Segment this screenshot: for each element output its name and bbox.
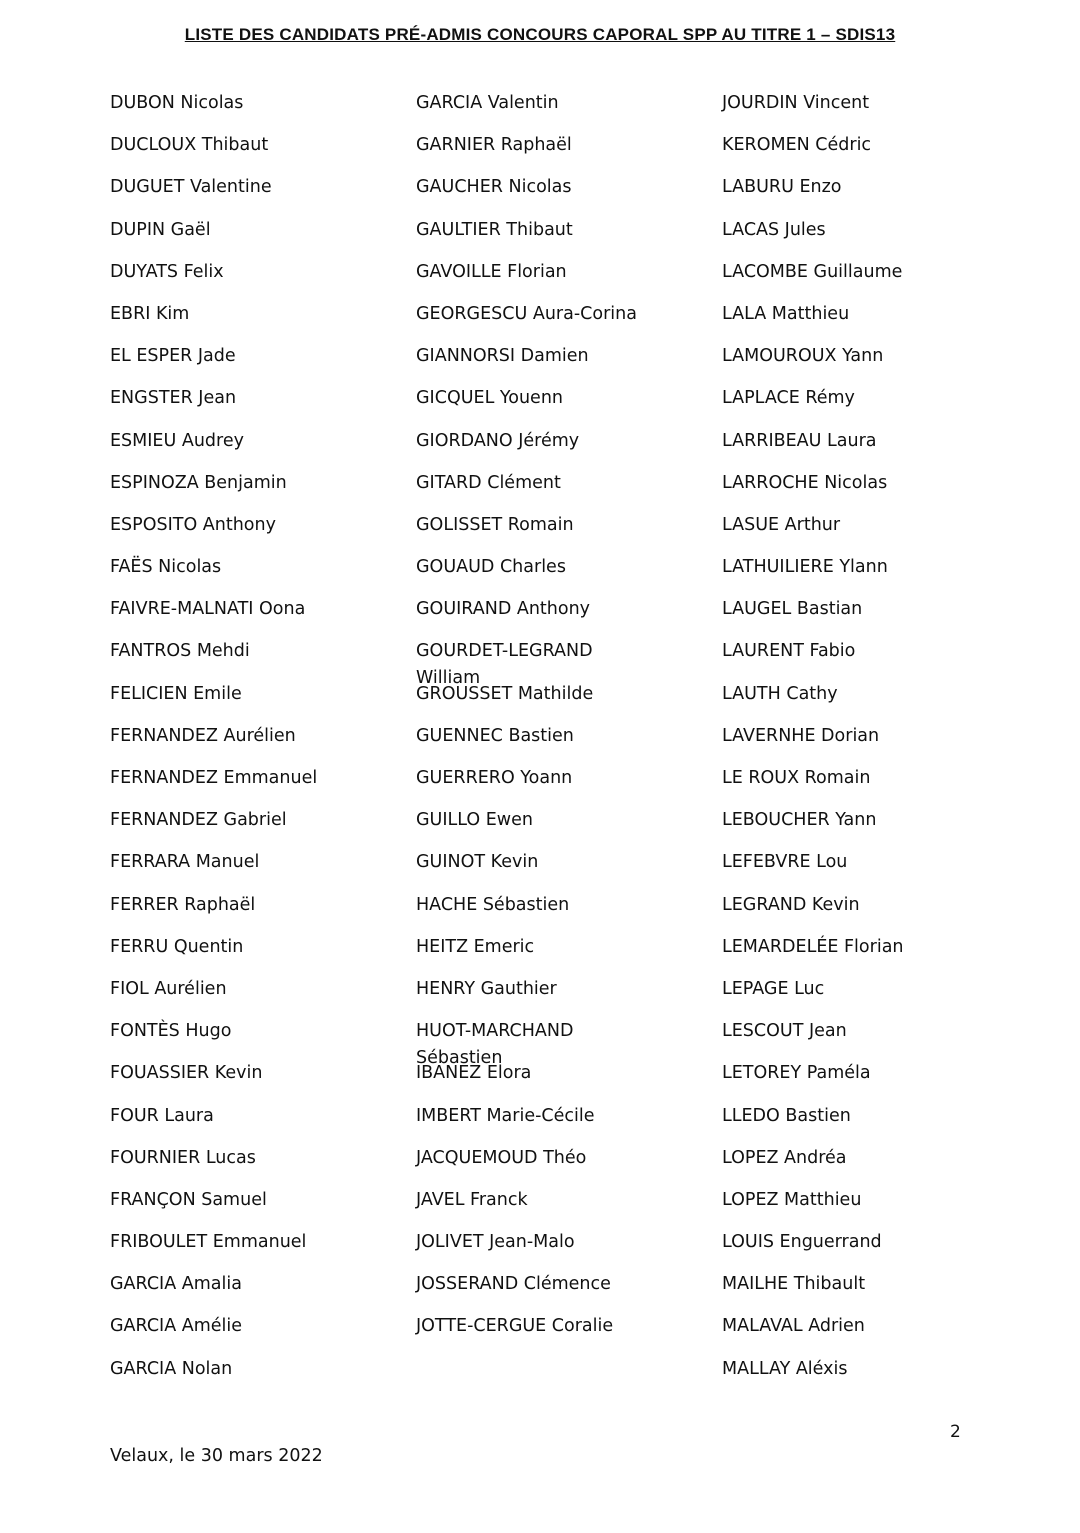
candidate-name: FERRU Quentin — [110, 936, 244, 957]
candidate-name: EL ESPER Jade — [110, 346, 236, 367]
candidate-name: LABURU Enzo — [722, 177, 842, 198]
footer-date: Velaux, le 30 mars 2022 — [110, 1446, 323, 1466]
candidate-name: DUGUET Valentine — [110, 177, 272, 198]
candidate-name: MAILHE Thibault — [722, 1274, 866, 1295]
candidate-name: HUOT-MARCHAND Sébastien — [416, 1021, 574, 1069]
candidate-name: EBRI Kim — [110, 303, 190, 324]
candidate-name: GUERRERO Yoann — [416, 768, 573, 788]
candidate-name: IMBERT Marie-Cécile — [416, 1105, 595, 1126]
candidate-name: LESCOUT Jean — [722, 1021, 847, 1042]
candidate-name: GOURDET-LEGRAND William — [416, 641, 593, 689]
candidate-name: HEITZ Emeric — [416, 936, 535, 957]
candidate-name: LEPAGE Luc — [722, 978, 825, 999]
candidate-name: JOSSERAND Clémence — [416, 1274, 611, 1295]
candidate-name: GUENNEC Bastien — [416, 725, 574, 746]
candidate-name: FAËS Nicolas — [110, 557, 222, 578]
candidate-name: JOURDIN Vincent — [722, 93, 870, 113]
candidate-name: KEROMEN Cédric — [722, 135, 872, 156]
candidate-name: LOPEZ Matthieu — [722, 1189, 862, 1210]
candidate-name: HENRY Gauthier — [416, 978, 557, 999]
candidate-name: GARCIA Valentin — [416, 93, 559, 113]
candidate-name: JOLIVET Jean-Malo — [416, 1232, 575, 1253]
candidate-name: ESPOSITO Anthony — [110, 514, 276, 535]
candidate-name: FERRER Raphaël — [110, 894, 256, 915]
candidate-name: ENGSTER Jean — [110, 388, 237, 409]
candidate-name: LAVERNHE Dorian — [722, 725, 880, 746]
candidate-name: GOUIRAND Anthony — [416, 599, 591, 620]
candidate-name: GARCIA Amalia — [110, 1274, 242, 1295]
candidate-name: DUBON Nicolas — [110, 93, 244, 113]
candidate-name: FERRARA Manuel — [110, 852, 260, 873]
candidate-name: LACOMBE Guillaume — [722, 261, 903, 282]
candidate-name: FOUASSIER Kevin — [110, 1063, 263, 1084]
candidate-name: DUYATS Felix — [110, 261, 224, 282]
candidate-name: LEGRAND Kevin — [722, 894, 860, 915]
candidate-name: GUILLO Ewen — [416, 810, 533, 831]
candidate-name: FONTÈS Hugo — [110, 1021, 232, 1042]
candidate-name: IBANEZ Elora — [416, 1063, 532, 1084]
candidate-name: GARCIA Nolan — [110, 1358, 233, 1379]
candidate-name: GAVOILLE Florian — [416, 261, 567, 282]
candidate-name: JACQUEMOUD Théo — [416, 1147, 587, 1168]
candidate-name: GAULTIER Thibaut — [416, 219, 573, 240]
candidate-name: GARCIA Amélie — [110, 1316, 243, 1337]
candidate-name: LETOREY Paméla — [722, 1063, 871, 1084]
candidate-name: LEBOUCHER Yann — [722, 810, 877, 831]
candidate-name: FRIBOULET Emmanuel — [110, 1232, 307, 1253]
page-title: LISTE DES CANDIDATS PRÉ-ADMIS CONCOURS CAPORAL SPP AU TITRE 1 – SDIS13 — [184, 25, 896, 44]
candidate-name: LASUE Arthur — [722, 514, 841, 535]
candidate-column-2 — [416, 90, 716, 1356]
candidate-name: FRANÇON Samuel — [110, 1189, 267, 1210]
candidate-name: JOTTE-CERGUE Coralie — [416, 1316, 614, 1337]
candidate-name: GICQUEL Youenn — [416, 388, 564, 409]
candidate-name: FELICIEN Emile — [110, 683, 242, 704]
candidate-name: ESMIEU Audrey — [110, 430, 244, 451]
candidate-name: GITARD Clément — [416, 472, 561, 493]
candidate-name: GROUSSET Mathilde — [416, 683, 594, 704]
candidate-name: LARRIBEAU Laura — [722, 430, 877, 451]
candidate-name: LOUIS Enguerrand — [722, 1232, 882, 1253]
candidate-name: FERNANDEZ Emmanuel — [110, 768, 318, 788]
candidate-name: LAUTH Cathy — [722, 683, 838, 704]
candidate-name: DUCLOUX Thibaut — [110, 135, 269, 156]
candidate-name: LAURENT Fabio — [722, 641, 856, 662]
candidate-name: FAIVRE-MALNATI Oona — [110, 599, 306, 620]
candidate-name: GOUAUD Charles — [416, 557, 566, 578]
candidate-name: FANTROS Mehdi — [110, 641, 250, 662]
candidate-name: FIOL Aurélien — [110, 978, 227, 999]
candidate-name: HACHE Sébastien — [416, 894, 570, 915]
candidate-name: LE ROUX Romain — [722, 768, 871, 788]
candidate-name: GARNIER Raphaël — [416, 135, 572, 156]
candidate-name: ESPINOZA Benjamin — [110, 472, 287, 493]
page-number: 2 — [950, 1422, 961, 1442]
candidate-name: GIANNORSI Damien — [416, 346, 589, 367]
candidate-name: LAMOUROUX Yann — [722, 346, 884, 367]
candidate-name: FOUR Laura — [110, 1105, 214, 1126]
candidate-name: FOURNIER Lucas — [110, 1147, 256, 1168]
candidate-name: FERNANDEZ Gabriel — [110, 810, 287, 831]
candidate-name: LEMARDELÉE Florian — [722, 936, 904, 957]
candidate-name: GEORGESCU Aura-Corina — [416, 303, 637, 324]
candidate-name: LARROCHE Nicolas — [722, 472, 888, 493]
candidate-name: GAUCHER Nicolas — [416, 177, 572, 198]
candidate-name: LAUGEL Bastian — [722, 599, 863, 620]
candidate-name: LOPEZ Andréa — [722, 1147, 847, 1168]
candidate-name: LLEDO Bastien — [722, 1105, 851, 1126]
candidate-column-1 — [110, 90, 410, 1398]
candidate-column-3 — [722, 90, 1022, 1398]
candidate-name: LALA Matthieu — [722, 303, 850, 324]
candidate-name: LACAS Jules — [722, 219, 826, 240]
candidate-name: DUPIN Gaël — [110, 219, 211, 240]
candidate-name: MALLAY Aléxis — [722, 1358, 848, 1379]
candidate-name: GUINOT Kevin — [416, 852, 539, 873]
candidate-name: JAVEL Franck — [416, 1189, 528, 1210]
candidate-name: GOLISSET Romain — [416, 514, 574, 535]
candidate-name: MALAVAL Adrien — [722, 1316, 865, 1337]
candidate-name: GIORDANO Jérémy — [416, 430, 580, 451]
candidate-name: LEFEBVRE Lou — [722, 852, 848, 873]
candidate-name: LAPLACE Rémy — [722, 388, 855, 409]
candidate-name: FERNANDEZ Aurélien — [110, 725, 296, 746]
candidate-name: LATHUILIERE Ylann — [722, 557, 888, 578]
